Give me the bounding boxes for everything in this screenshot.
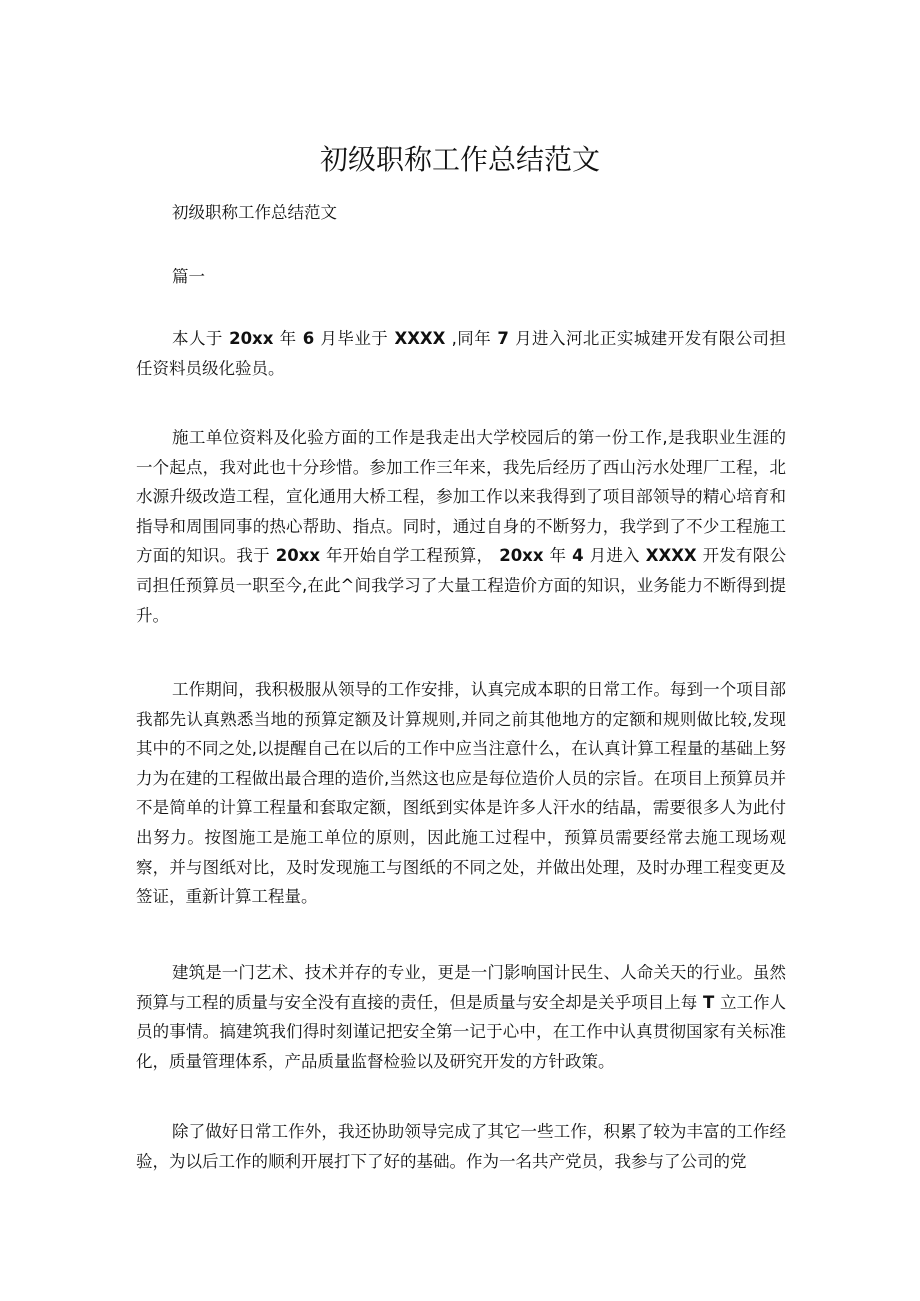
paragraph: 除了做好日常工作外，我还协助领导完成了其它一些工作，积累了较为丰富的工作经验，为以后工作的顺利开展打下了好的基础。作为一名共产党员，我参与了公司的党 xyxy=(136,1122,786,1171)
paragraph: 施工单位资料及化验方面的工作是我走出大学校园后的第一份工作,是我职业生涯的一个起点，我对此也十分珍惜。参加工作三年来，我先后经历了西山污水处理厂工程，北水源升级改造工程，宣化通用大桥工程，参加工作以来我得到了项目部领导的精心培育和指导和周围同事的热心帮助、指点。同时，通过自身的不断努力，我学到了不少工程施工方面的知识。我于 20xx 年开始自学工程预算， 20xx 年 4 月进入 XXXX 开发有限公司担任预算员一职至今,在此^间我学习了大量工程造价方面的知识，业务能力不断得到提升。 xyxy=(136,428,787,625)
document-title: 初级职称工作总结范文 xyxy=(319,143,600,176)
paragraph: 工作期间，我积极服从领导的工作安排，认真完成本职的日常工作。每到一个项目部我都先认真熟悉当地的预算定额及计算规则,并同之前其他地方的定额和规则做比较,发现其中的不同之处,以提醒自己在以后的工作中应当注意什么，在认真计算工程量的基础上努力为在建的工程做出最合理的造价,当然这也应是每位造价人员的宗旨。在项目上预算员并不是简单的计算工程量和套取定额，图纸到实体是许多人汗水的结晶，需要很多人为此付出努力。按图施工是施工单位的原则，因此施工过程中，预算员需要经常去施工现场观察，并与图纸对比，及时发现施工与图纸的不同之处，并做出处理，及时办理工程变更及签证，重新计算工程量。 xyxy=(136,680,786,907)
document-subtitle: 初级职称工作总结范文 xyxy=(172,203,337,222)
paragraph: 建筑是一门艺术、技术并存的专业，更是一门影响国计民生、人命关天的行业。虽然预算与工程的质量与安全没有直接的责任，但是质量与安全却是关乎项目上每 T 立工作人员的事情。搞建筑我们得时刻谨记把安全第一记于心中，在工作中认真贯彻国家有关标准化，质量管理体系，产品质量监督检验以及研究开发的方针政策。 xyxy=(136,963,787,1071)
paragraph: 本人于 20xx 年 6 月毕业于 XXXX ,同年 7 月进入河北正实城建开发有限公司担任资料员级化验员。 xyxy=(136,329,787,378)
section-label: 篇一 xyxy=(172,267,205,286)
